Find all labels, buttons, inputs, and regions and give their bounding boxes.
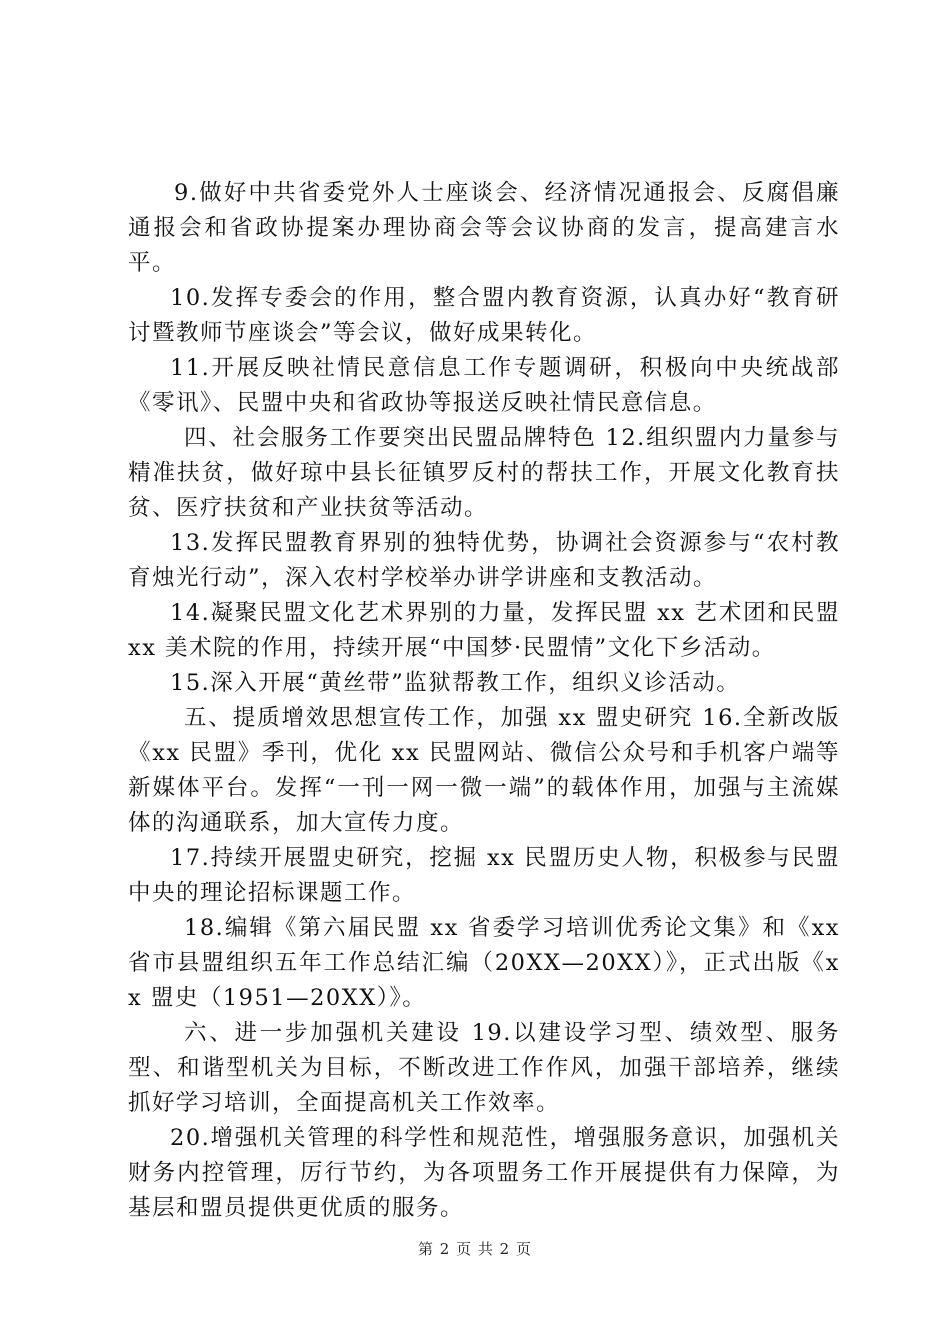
paragraph-13: 13.发挥民盟教育界别的独特优势，协调社会资源参与“农村教育烛光行动”，深入农村学校举办讲学讲座和支教活动。	[128, 530, 840, 591]
paragraph-17: 17.持续开展盟史研究，挖掘 xx 民盟历史人物，积极参与民盟中央的理论招标课题工作。	[128, 845, 840, 906]
paragraph-20: 20.增强机关管理的科学性和规范性，增强服务意识，加强机关财务内控管理，厉行节约，为各项盟务工作开展提供有力保障，为基层和盟员提供更优质的服务。	[128, 1125, 840, 1221]
paragraph-18: 18.编辑《第六届民盟 xx 省委学习培训优秀论文集》和《xx 省市县盟组织五年工作总结汇编（20XX—20XX）》，正式出版《xx 盟史（1951—20XX）》。	[128, 915, 840, 1011]
paragraph-11: 11.开展反映社情民意信息工作专题调研，积极向中央统战部《零讯》、民盟中央和省政协等报送反映社情民意信息。	[128, 355, 840, 416]
section-6-paragraph-19: 六、进一步加强机关建设 19.以建设学习型、绩效型、服务型、和谐型机关为目标，不断改进工作作风，加强干部培养，继续抓好学习培训，全面提高机关工作效率。	[128, 1020, 840, 1116]
document-body	[128, 176, 840, 1226]
page-number-footer: 第 2 页 共 2 页	[418, 1240, 532, 1258]
paragraph-10: 10.发挥专委会的作用，整合盟内教育资源，认真办好“教育研讨暨教师节座谈会”等会议，做好成果转化。	[128, 285, 840, 346]
paragraph-15: 15.深入开展“黄丝带”监狱帮教工作，组织义诊活动。	[170, 670, 741, 696]
section-5-paragraph-16: 五、提质增效思想宣传工作，加强 xx 盟史研究 16.全新改版《xx 民盟》季刊，优化 xx 民盟网站、微信公众号和手机客户端等新媒体平台。发挥“一刊一网一微一端”的载体作用，加强与主流媒体的沟通联系，加大宣传力度。	[128, 705, 840, 836]
section-4-paragraph-12: 四、社会服务工作要突出民盟品牌特色 12.组织盟内力量参与精准扶贫，做好琼中县长征镇罗反村的帮扶工作，开展文化教育扶贫、医疗扶贫和产业扶贫等活动。	[128, 425, 840, 521]
paragraph-9: 9.做好中共省委党外人士座谈会、经济情况通报会、反腐倡廉通报会和省政协提案办理协商会等会议协商的发言，提高建言水平。	[128, 180, 840, 276]
paragraph-14: 14.凝聚民盟文化艺术界别的力量，发挥民盟 xx 艺术团和民盟 xx 美术院的作用，持续开展“中国梦·民盟情”文化下乡活动。	[128, 600, 840, 661]
